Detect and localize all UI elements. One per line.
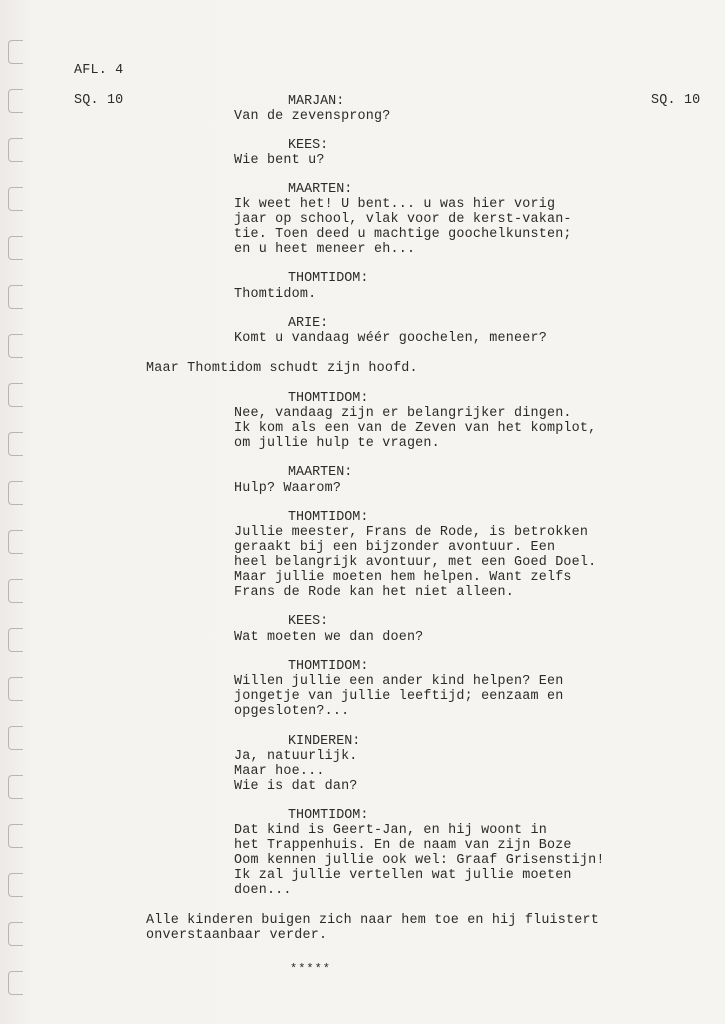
sequence-right: SQ. 10 bbox=[651, 93, 701, 108]
binder-hole bbox=[8, 40, 23, 64]
speaker-name: KEES: bbox=[288, 614, 329, 629]
dialogue-line: Ik kom als een van de Zeven van het komplot, bbox=[234, 421, 597, 436]
dialogue-line: om jullie hulp te vragen. bbox=[234, 436, 440, 451]
binder-hole bbox=[8, 677, 23, 701]
binder-hole bbox=[8, 334, 23, 358]
binder-hole bbox=[8, 383, 23, 407]
speaker-name: THOMTIDOM: bbox=[288, 808, 369, 823]
stage-direction: onverstaanbaar verder. bbox=[146, 928, 328, 943]
dialogue-line: jongetje van jullie leeftijd; eenzaam en bbox=[234, 689, 564, 704]
dialogue-line: en u heet meneer eh... bbox=[234, 242, 416, 257]
dialogue-line: Oom kennen jullie ook wel: Graaf Grisenstijn! bbox=[234, 853, 605, 868]
binder-hole bbox=[8, 530, 23, 554]
dialogue-line: Thomtidom. bbox=[234, 287, 317, 302]
dialogue-line: geraakt bij een bijzonder avontuur. Een bbox=[234, 540, 556, 555]
binder-hole bbox=[8, 285, 23, 309]
dialogue-line: Wat moeten we dan doen? bbox=[234, 630, 424, 645]
dialogue-line: Komt u vandaag wéér goochelen, meneer? bbox=[234, 331, 547, 346]
speaker-name: THOMTIDOM: bbox=[288, 659, 369, 674]
stage-direction: Maar Thomtidom schudt zijn hoofd. bbox=[146, 361, 418, 376]
episode-label: AFL. 4 bbox=[74, 63, 124, 78]
binder-hole bbox=[8, 481, 23, 505]
dialogue-line: Willen jullie een ander kind helpen? Een bbox=[234, 674, 564, 689]
speaker-name: ARIE: bbox=[288, 316, 329, 331]
dialogue-line: heel belangrijk avontuur, met een Goed Doel. bbox=[234, 555, 597, 570]
binder-hole bbox=[8, 432, 23, 456]
dialogue-line: Van de zevensprong? bbox=[234, 109, 391, 124]
binder-hole bbox=[8, 628, 23, 652]
speaker-name: THOMTIDOM: bbox=[288, 391, 369, 406]
speaker-name: THOMTIDOM: bbox=[288, 510, 369, 525]
speaker-name: MAARTEN: bbox=[288, 182, 353, 197]
binder-hole bbox=[8, 89, 23, 113]
binder-hole bbox=[8, 236, 23, 260]
stage-direction: Alle kinderen buigen zich naar hem toe en hij fluistert bbox=[146, 913, 599, 928]
sequence-left: SQ. 10 bbox=[74, 93, 124, 108]
dialogue-line: Ja, natuurlijk. bbox=[234, 749, 358, 764]
dialogue-line: tie. Toen deed u machtige goochelkunsten; bbox=[234, 227, 572, 242]
binder-hole bbox=[8, 187, 23, 211]
binder-hole bbox=[8, 922, 23, 946]
dialogue-line: Jullie meester, Frans de Rode, is betrokken bbox=[234, 525, 589, 540]
dialogue-line: Nee, vandaag zijn er belangrijker dingen. bbox=[234, 406, 572, 421]
speaker-name: KINDEREN: bbox=[288, 734, 361, 749]
binder-hole bbox=[8, 824, 23, 848]
dialogue-line: Maar jullie moeten hem helpen. Want zelfs bbox=[234, 570, 572, 585]
speaker-name: MAARTEN: bbox=[288, 465, 353, 480]
speaker-name: MARJAN: bbox=[288, 94, 345, 109]
dialogue-line: Ik weet het! U bent... u was hier vorig bbox=[234, 197, 556, 212]
dialogue-line: Wie bent u? bbox=[234, 153, 325, 168]
binder-hole bbox=[8, 775, 23, 799]
dialogue-line: jaar op school, vlak voor de kerst-vakan- bbox=[234, 212, 572, 227]
end-mark: ***** bbox=[290, 962, 332, 976]
binder-hole bbox=[8, 579, 23, 603]
dialogue-line: het Trappenhuis. En de naam van zijn Boze bbox=[234, 838, 572, 853]
dialogue-line: Maar hoe... bbox=[234, 764, 325, 779]
binder-hole bbox=[8, 138, 23, 162]
dialogue-line: Hulp? Waarom? bbox=[234, 481, 342, 496]
speaker-name: THOMTIDOM: bbox=[288, 271, 369, 286]
dialogue-line: opgesloten?... bbox=[234, 704, 350, 719]
binder-hole bbox=[8, 873, 23, 897]
binder-hole bbox=[8, 971, 23, 995]
speaker-name: KEES: bbox=[288, 138, 329, 153]
dialogue-line: Frans de Rode kan het niet alleen. bbox=[234, 585, 515, 600]
dialogue-line: Wie is dat dan? bbox=[234, 779, 358, 794]
binder-holes bbox=[6, 40, 28, 1020]
dialogue-line: doen... bbox=[234, 883, 292, 898]
binder-hole bbox=[8, 726, 23, 750]
dialogue-line: Ik zal jullie vertellen wat jullie moeten bbox=[234, 868, 572, 883]
dialogue-line: Dat kind is Geert-Jan, en hij woont in bbox=[234, 823, 547, 838]
